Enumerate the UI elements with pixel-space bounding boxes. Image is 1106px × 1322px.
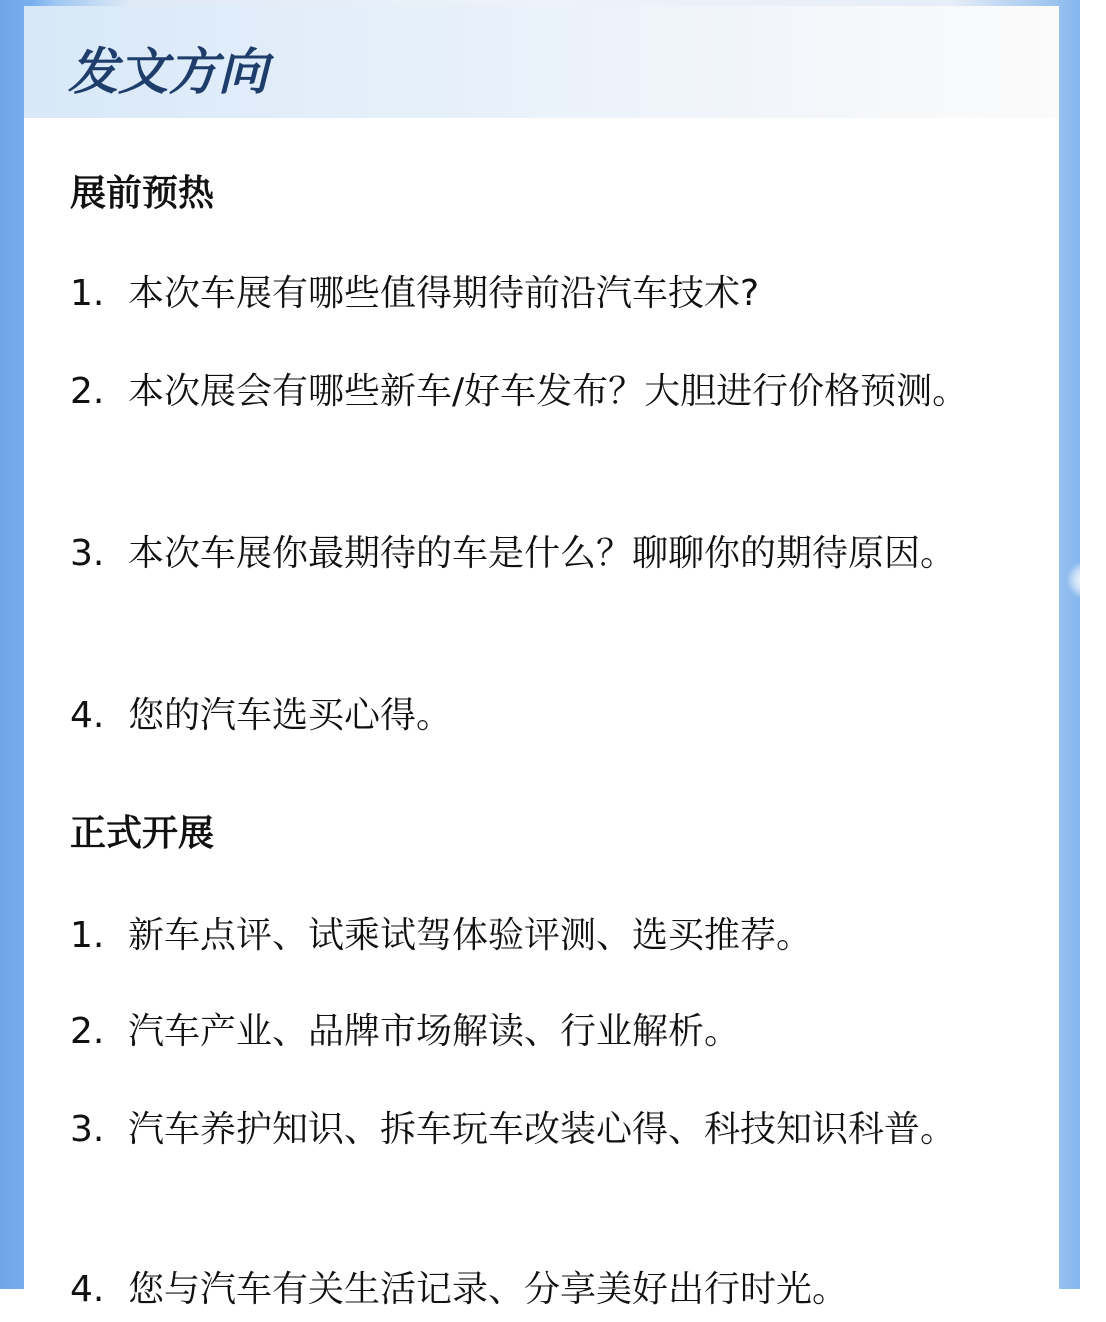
list-item-text: 汽车养护知识、拆车玩车改装心得、科技知识科普。 — [128, 1109, 957, 1150]
list-item-text: 本次展会有哪些新车/好车发布？大胆进行价格预测。 — [128, 371, 969, 412]
section-title-preheat: 展前预热 — [70, 173, 215, 214]
list-item-number: 2. — [70, 1011, 105, 1052]
list-item-text: 新车点评、试乘试驾体验评测、选买推荐。 — [128, 915, 813, 956]
list-item-number: 1. — [70, 915, 105, 956]
scroll-indicator-glow — [1066, 560, 1106, 600]
list-item-number: 1. — [70, 273, 105, 314]
list-item-number: 4. — [70, 1269, 105, 1310]
list-item-text: 您与汽车有关生活记录、分享美好出行时光。 — [128, 1269, 849, 1310]
list-item-number: 3. — [70, 1109, 105, 1150]
list-item-text: 您的汽车选买心得。 — [128, 695, 453, 736]
list-item-number: 3. — [70, 533, 105, 574]
content-card — [24, 6, 1059, 1310]
section-title-official: 正式开展 — [70, 813, 215, 854]
list-item-text: 本次车展有哪些值得期待前沿汽车技术? — [128, 273, 760, 314]
list-item-number: 2. — [70, 371, 105, 412]
card-title: 发文方向 — [68, 43, 268, 101]
list-item-number: 4. — [70, 695, 105, 736]
card-header — [24, 6, 1059, 118]
list-item-text: 本次车展你最期待的车是什么？聊聊你的期待原因。 — [128, 533, 957, 574]
list-item-text: 汽车产业、品牌市场解读、行业解析。 — [128, 1011, 741, 1052]
